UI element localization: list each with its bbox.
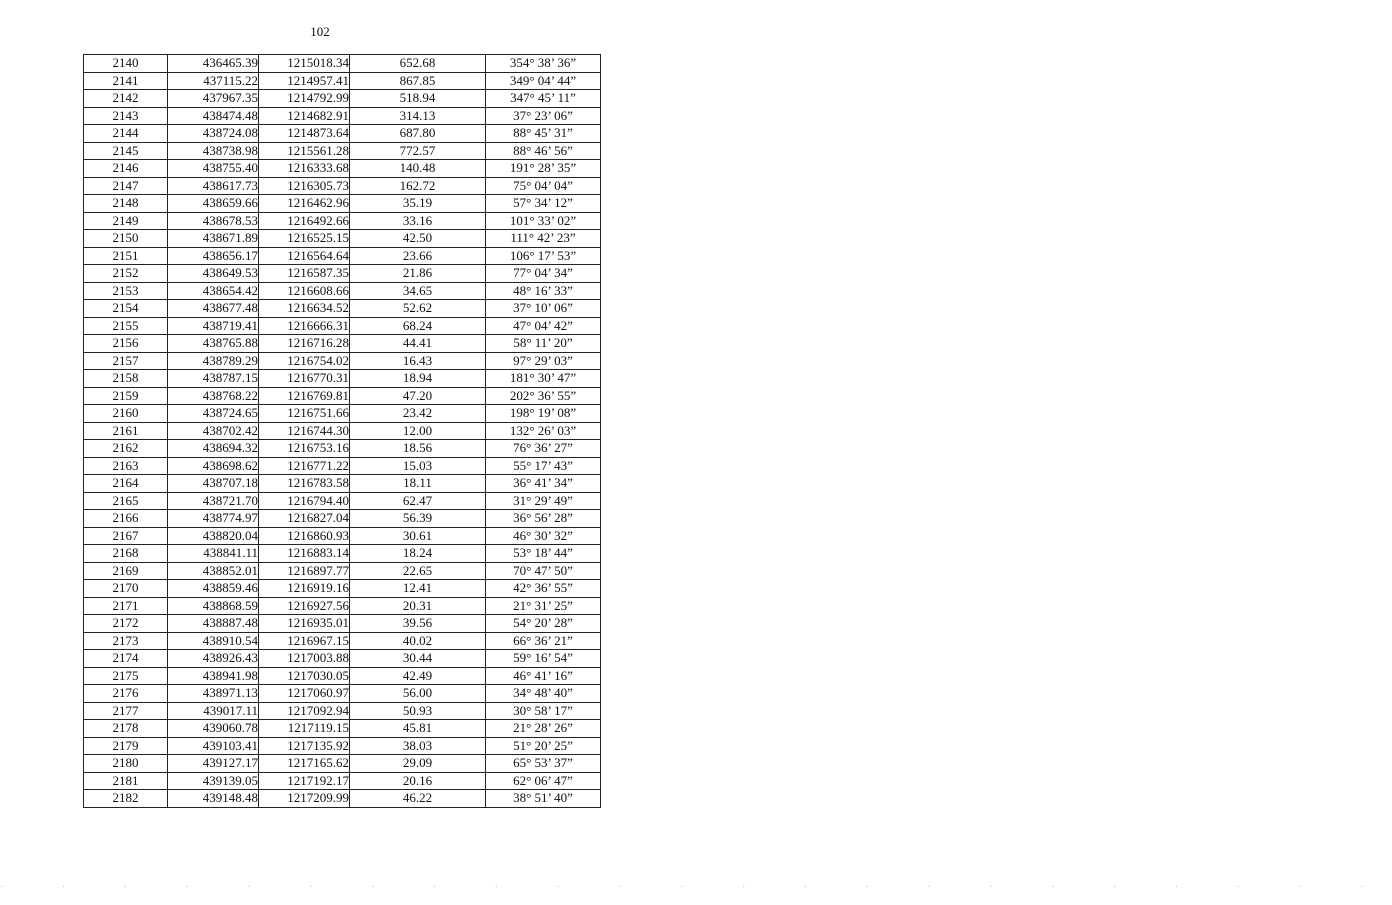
point-number-cell: 2145 [84,142,168,160]
y-coordinate-cell: 1216666.31 [259,317,350,335]
distance-cell: 12.41 [350,580,486,598]
distance-cell: 40.02 [350,632,486,650]
x-coordinate-cell: 438659.66 [168,195,259,213]
point-number-cell: 2181 [84,772,168,790]
point-number-cell: 2182 [84,790,168,808]
bearing-cell: 51° 20’ 25” [486,737,601,755]
table-row [84,422,601,440]
y-coordinate-cell: 1215018.34 [259,55,350,73]
point-number-cell: 2146 [84,160,168,178]
y-coordinate-cell: 1216305.73 [259,177,350,195]
distance-cell: 62.47 [350,492,486,510]
distance-cell: 314.13 [350,107,486,125]
distance-cell: 38.03 [350,737,486,755]
y-coordinate-cell: 1216967.15 [259,632,350,650]
distance-cell: 22.65 [350,562,486,580]
x-coordinate-cell: 438677.48 [168,300,259,318]
distance-cell: 21.86 [350,265,486,283]
bearing-cell: 88° 46’ 56” [486,142,601,160]
point-number-cell: 2142 [84,90,168,108]
table-row [84,195,601,213]
table-row [84,300,601,318]
distance-cell: 20.31 [350,597,486,615]
point-number-cell: 2154 [84,300,168,318]
bearing-cell: 30° 58’ 17” [486,702,601,720]
y-coordinate-cell: 1216564.64 [259,247,350,265]
point-number-cell: 2163 [84,457,168,475]
x-coordinate-cell: 438721.70 [168,492,259,510]
bearing-cell: 46° 30’ 32” [486,527,601,545]
x-coordinate-cell: 438738.98 [168,142,259,160]
table-row [84,632,601,650]
distance-cell: 162.72 [350,177,486,195]
table-row [84,212,601,230]
point-number-cell: 2177 [84,702,168,720]
bearing-cell: 111° 42’ 23” [486,230,601,248]
x-coordinate-cell: 439060.78 [168,720,259,738]
point-number-cell: 2152 [84,265,168,283]
x-coordinate-cell: 438774.97 [168,510,259,528]
point-number-cell: 2148 [84,195,168,213]
x-coordinate-cell: 438724.08 [168,125,259,143]
table-row [84,510,601,528]
distance-cell: 18.11 [350,475,486,493]
bearing-cell: 48° 16’ 33” [486,282,601,300]
scan-noise: · · · · · · · · · · · · · · · · · · · · · · · [0,882,1392,893]
point-number-cell: 2171 [84,597,168,615]
point-number-cell: 2156 [84,335,168,353]
bearing-cell: 31° 29’ 49” [486,492,601,510]
distance-cell: 56.00 [350,685,486,703]
point-number-cell: 2162 [84,440,168,458]
bearing-cell: 97° 29’ 03” [486,352,601,370]
point-number-cell: 2170 [84,580,168,598]
point-number-cell: 2166 [84,510,168,528]
x-coordinate-cell: 438868.59 [168,597,259,615]
bearing-cell: 38° 51’ 40” [486,790,601,808]
y-coordinate-cell: 1216492.66 [259,212,350,230]
point-number-cell: 2159 [84,387,168,405]
bearing-cell: 47° 04’ 42” [486,317,601,335]
point-number-cell: 2144 [84,125,168,143]
distance-cell: 23.66 [350,247,486,265]
y-coordinate-cell: 1217135.92 [259,737,350,755]
x-coordinate-cell: 438649.53 [168,265,259,283]
point-number-cell: 2180 [84,755,168,773]
point-number-cell: 2161 [84,422,168,440]
table-row [84,580,601,598]
x-coordinate-cell: 438768.22 [168,387,259,405]
y-coordinate-cell: 1216608.66 [259,282,350,300]
x-coordinate-cell: 438671.89 [168,230,259,248]
y-coordinate-cell: 1216935.01 [259,615,350,633]
y-coordinate-cell: 1217030.05 [259,667,350,685]
distance-cell: 47.20 [350,387,486,405]
distance-cell: 68.24 [350,317,486,335]
coordinates-table [83,54,601,808]
bearing-cell: 34° 48’ 40” [486,685,601,703]
table-row [84,177,601,195]
table-row [84,72,601,90]
bearing-cell: 202° 36’ 55” [486,387,601,405]
bearing-cell: 101° 33’ 02” [486,212,601,230]
x-coordinate-cell: 438694.32 [168,440,259,458]
point-number-cell: 2160 [84,405,168,423]
point-number-cell: 2157 [84,352,168,370]
bearing-cell: 54° 20’ 28” [486,615,601,633]
distance-cell: 18.56 [350,440,486,458]
table-row [84,737,601,755]
x-coordinate-cell: 438719.41 [168,317,259,335]
table-row [84,650,601,668]
bearing-cell: 21° 28’ 26” [486,720,601,738]
x-coordinate-cell: 438765.88 [168,335,259,353]
bearing-cell: 37° 23’ 06” [486,107,601,125]
bearing-cell: 62° 06’ 47” [486,772,601,790]
y-coordinate-cell: 1217209.99 [259,790,350,808]
table-row [84,370,601,388]
distance-cell: 45.81 [350,720,486,738]
table-row [84,492,601,510]
x-coordinate-cell: 438755.40 [168,160,259,178]
point-number-cell: 2141 [84,72,168,90]
distance-cell: 39.56 [350,615,486,633]
y-coordinate-cell: 1217165.62 [259,755,350,773]
table-row [84,667,601,685]
x-coordinate-cell: 439139.05 [168,772,259,790]
distance-cell: 12.00 [350,422,486,440]
bearing-cell: 349° 04’ 44” [486,72,601,90]
x-coordinate-cell: 438656.17 [168,247,259,265]
bearing-cell: 21° 31’ 25” [486,597,601,615]
x-coordinate-cell: 438789.29 [168,352,259,370]
point-number-cell: 2164 [84,475,168,493]
y-coordinate-cell: 1216716.28 [259,335,350,353]
y-coordinate-cell: 1216587.35 [259,265,350,283]
table-row [84,720,601,738]
x-coordinate-cell: 437115.22 [168,72,259,90]
bearing-cell: 198° 19’ 08” [486,405,601,423]
table-row [84,545,601,563]
y-coordinate-cell: 1216634.52 [259,300,350,318]
table-row [84,772,601,790]
x-coordinate-cell: 438820.04 [168,527,259,545]
distance-cell: 20.16 [350,772,486,790]
table-row [84,247,601,265]
point-number-cell: 2153 [84,282,168,300]
y-coordinate-cell: 1216783.58 [259,475,350,493]
bearing-cell: 37° 10’ 06” [486,300,601,318]
x-coordinate-cell: 438941.98 [168,667,259,685]
x-coordinate-cell: 438474.48 [168,107,259,125]
table-row [84,597,601,615]
distance-cell: 18.24 [350,545,486,563]
table-row [84,685,601,703]
distance-cell: 35.19 [350,195,486,213]
x-coordinate-cell: 438787.15 [168,370,259,388]
x-coordinate-cell: 438707.18 [168,475,259,493]
y-coordinate-cell: 1216769.81 [259,387,350,405]
y-coordinate-cell: 1214873.64 [259,125,350,143]
x-coordinate-cell: 438852.01 [168,562,259,580]
table-row [84,475,601,493]
table-row [84,90,601,108]
bearing-cell: 42° 36’ 55” [486,580,601,598]
table-row [84,230,601,248]
bearing-cell: 65° 53’ 37” [486,755,601,773]
table-row [84,125,601,143]
bearing-cell: 70° 47’ 50” [486,562,601,580]
bearing-cell: 354° 38’ 36” [486,55,601,73]
x-coordinate-cell: 437967.35 [168,90,259,108]
y-coordinate-cell: 1216462.96 [259,195,350,213]
y-coordinate-cell: 1217192.17 [259,772,350,790]
point-number-cell: 2150 [84,230,168,248]
y-coordinate-cell: 1216753.16 [259,440,350,458]
point-number-cell: 2149 [84,212,168,230]
distance-cell: 34.65 [350,282,486,300]
distance-cell: 52.62 [350,300,486,318]
distance-cell: 18.94 [350,370,486,388]
bearing-cell: 191° 28’ 35” [486,160,601,178]
table-row [84,55,601,73]
y-coordinate-cell: 1216333.68 [259,160,350,178]
y-coordinate-cell: 1216754.02 [259,352,350,370]
table-row [84,562,601,580]
point-number-cell: 2176 [84,685,168,703]
y-coordinate-cell: 1214682.91 [259,107,350,125]
table-row [84,335,601,353]
bearing-cell: 66° 36’ 21” [486,632,601,650]
distance-cell: 23.42 [350,405,486,423]
table-row [84,282,601,300]
y-coordinate-cell: 1216744.30 [259,422,350,440]
x-coordinate-cell: 438654.42 [168,282,259,300]
bearing-cell: 59° 16’ 54” [486,650,601,668]
table-row [84,107,601,125]
y-coordinate-cell: 1217092.94 [259,702,350,720]
distance-cell: 652.68 [350,55,486,73]
table-row [84,160,601,178]
table-row [84,702,601,720]
bearing-cell: 106° 17’ 53” [486,247,601,265]
x-coordinate-cell: 438926.43 [168,650,259,668]
point-number-cell: 2178 [84,720,168,738]
distance-cell: 30.44 [350,650,486,668]
bearing-cell: 46° 41’ 16” [486,667,601,685]
table-row [84,387,601,405]
point-number-cell: 2168 [84,545,168,563]
point-number-cell: 2179 [84,737,168,755]
distance-cell: 140.48 [350,160,486,178]
x-coordinate-cell: 439127.17 [168,755,259,773]
x-coordinate-cell: 438724.65 [168,405,259,423]
distance-cell: 33.16 [350,212,486,230]
point-number-cell: 2143 [84,107,168,125]
distance-cell: 42.50 [350,230,486,248]
y-coordinate-cell: 1217003.88 [259,650,350,668]
distance-cell: 46.22 [350,790,486,808]
y-coordinate-cell: 1217119.15 [259,720,350,738]
x-coordinate-cell: 439103.41 [168,737,259,755]
table-row [84,352,601,370]
x-coordinate-cell: 438859.46 [168,580,259,598]
point-number-cell: 2173 [84,632,168,650]
y-coordinate-cell: 1216771.22 [259,457,350,475]
distance-cell: 16.43 [350,352,486,370]
bearing-cell: 132° 26’ 03” [486,422,601,440]
point-number-cell: 2165 [84,492,168,510]
y-coordinate-cell: 1215561.28 [259,142,350,160]
distance-cell: 15.03 [350,457,486,475]
table-row [84,755,601,773]
point-number-cell: 2155 [84,317,168,335]
y-coordinate-cell: 1216860.93 [259,527,350,545]
table-row [84,440,601,458]
point-number-cell: 2147 [84,177,168,195]
distance-cell: 867.85 [350,72,486,90]
point-number-cell: 2140 [84,55,168,73]
bearing-cell: 347° 45’ 11” [486,90,601,108]
distance-cell: 30.61 [350,527,486,545]
distance-cell: 44.41 [350,335,486,353]
x-coordinate-cell: 438678.53 [168,212,259,230]
x-coordinate-cell: 438617.73 [168,177,259,195]
bearing-cell: 55° 17’ 43” [486,457,601,475]
table-row [84,317,601,335]
point-number-cell: 2158 [84,370,168,388]
point-number-cell: 2151 [84,247,168,265]
bearing-cell: 76° 36’ 27” [486,440,601,458]
distance-cell: 687.80 [350,125,486,143]
x-coordinate-cell: 439148.48 [168,790,259,808]
x-coordinate-cell: 438698.62 [168,457,259,475]
x-coordinate-cell: 438910.54 [168,632,259,650]
coordinates-table-body [84,55,601,808]
table-row [84,527,601,545]
distance-cell: 56.39 [350,510,486,528]
bearing-cell: 75° 04’ 04” [486,177,601,195]
bearing-cell: 53° 18’ 44” [486,545,601,563]
point-number-cell: 2169 [84,562,168,580]
y-coordinate-cell: 1216883.14 [259,545,350,563]
table-row [84,142,601,160]
point-number-cell: 2174 [84,650,168,668]
point-number-cell: 2167 [84,527,168,545]
distance-cell: 518.94 [350,90,486,108]
table-row [84,790,601,808]
table-row [84,457,601,475]
y-coordinate-cell: 1216751.66 [259,405,350,423]
bearing-cell: 88° 45’ 31” [486,125,601,143]
table-row [84,615,601,633]
point-number-cell: 2175 [84,667,168,685]
bearing-cell: 57° 34’ 12” [486,195,601,213]
x-coordinate-cell: 439017.11 [168,702,259,720]
distance-cell: 772.57 [350,142,486,160]
x-coordinate-cell: 438841.11 [168,545,259,563]
x-coordinate-cell: 438702.42 [168,422,259,440]
bearing-cell: 77° 04’ 34” [486,265,601,283]
bearing-cell: 181° 30’ 47” [486,370,601,388]
y-coordinate-cell: 1216897.77 [259,562,350,580]
page-number: 102 [310,24,330,39]
distance-cell: 29.09 [350,755,486,773]
distance-cell: 50.93 [350,702,486,720]
y-coordinate-cell: 1214792.99 [259,90,350,108]
y-coordinate-cell: 1216919.16 [259,580,350,598]
y-coordinate-cell: 1216525.15 [259,230,350,248]
y-coordinate-cell: 1217060.97 [259,685,350,703]
y-coordinate-cell: 1216927.56 [259,597,350,615]
bearing-cell: 36° 56’ 28” [486,510,601,528]
x-coordinate-cell: 436465.39 [168,55,259,73]
distance-cell: 42.49 [350,667,486,685]
table-row [84,265,601,283]
x-coordinate-cell: 438971.13 [168,685,259,703]
y-coordinate-cell: 1216794.40 [259,492,350,510]
table-row [84,405,601,423]
y-coordinate-cell: 1216770.31 [259,370,350,388]
point-number-cell: 2172 [84,615,168,633]
x-coordinate-cell: 438887.48 [168,615,259,633]
bearing-cell: 58° 11’ 20” [486,335,601,353]
y-coordinate-cell: 1214957.41 [259,72,350,90]
y-coordinate-cell: 1216827.04 [259,510,350,528]
bearing-cell: 36° 41’ 34” [486,475,601,493]
